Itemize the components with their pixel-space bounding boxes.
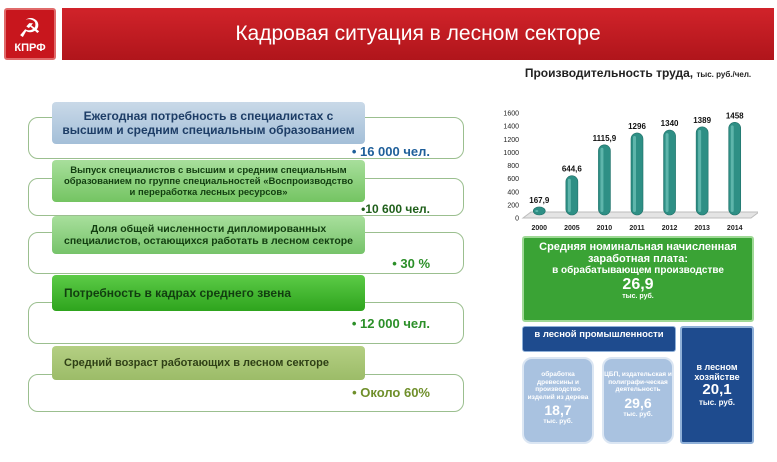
x-tick-label: 2000 (531, 225, 548, 232)
x-tick-label: 2013 (694, 225, 710, 232)
metric-value-3: • 30 % (392, 256, 430, 271)
hammer-sickle-icon: ☭ (18, 13, 42, 43)
y-tick-label: 200 (507, 202, 519, 210)
x-tick-label: 2005 (564, 225, 580, 232)
chart-title-main: Производительность труда, (524, 66, 694, 80)
bar-highlight (568, 179, 571, 212)
x-tick-label: 2011 (629, 225, 645, 232)
bar-highlight (666, 133, 669, 212)
forestry-unit: тыс. руб. (698, 398, 736, 407)
data-label-2000: 167,9 (529, 195, 550, 205)
pulp-value: 29,6 (624, 394, 652, 411)
x-tick-label: 2014 (726, 225, 743, 232)
x-tick-label: 2012 (661, 225, 678, 232)
x-tick-label: 2010 (596, 225, 613, 232)
bar-highlight (731, 125, 734, 212)
metric-label-4: Потребность в кадрах среднего звена (52, 275, 365, 311)
pulp-label: ЦБП, издательская и полиграфи-ческая деятельность (604, 371, 672, 393)
data-label-2011: 1296 (628, 121, 646, 131)
bar-highlight (535, 210, 538, 212)
metric-label-2: Выпуск специалистов с высшим и средним специальным образованием по группе специальностей «Воспроизводство и переработка лесных ресурсов» (52, 160, 365, 202)
metric-label-1: Ежегодная потребность в специалистах с высшим и средним специальным образованием (52, 102, 365, 144)
y-tick-label: 1400 (503, 123, 519, 131)
bar-2012 (664, 130, 676, 215)
bar-2011 (631, 133, 643, 215)
data-label-2010: 1115,9 (592, 133, 617, 143)
bar-2014 (729, 122, 741, 215)
chart-title (500, 66, 776, 80)
wood-value: 18,7 (544, 402, 572, 418)
wage-card-manufacturing (522, 236, 754, 322)
y-tick-label: 800 (507, 163, 519, 170)
manufacturing-value: 26,9 (622, 276, 654, 293)
forestry-label: в лесном хозяйстве (694, 362, 740, 382)
wage-title: Средняя номинальная начисленная заработная плата: (539, 241, 737, 265)
bar-2010 (598, 145, 610, 215)
metric-label-5: Средний возраст работающих в лесном секторе (52, 346, 365, 380)
y-tick-label: 1600 (503, 110, 519, 118)
metric-value-2: •10 600 чел. (361, 202, 430, 216)
data-label-2014: 1458 (725, 111, 744, 121)
y-tick-label: 1200 (503, 136, 519, 144)
header (0, 8, 777, 58)
wage-card-wood (522, 357, 594, 444)
forest-industry-header: в лесной промышленности (522, 326, 676, 352)
metric-value-4: • 12 000 чел. (351, 316, 430, 331)
labor-productivity-chart (493, 104, 758, 236)
slide-title: Кадровая ситуация в лесном секторе (62, 8, 774, 60)
data-label-2005: 644,6 (561, 164, 582, 174)
y-tick-label: 400 (507, 189, 519, 197)
metric-value-5: • Около 60% (352, 385, 430, 400)
logo-text: КПРФ (14, 42, 46, 54)
kprf-logo (4, 8, 56, 60)
bar-highlight (698, 130, 701, 212)
data-label-2012: 1340 (660, 119, 679, 129)
y-tick-label: 1000 (503, 149, 519, 157)
wood-unit: тыс. руб. (543, 418, 573, 425)
pulp-unit: тыс. руб. (623, 410, 653, 418)
bar-highlight (633, 136, 636, 212)
bar-2005 (566, 176, 578, 215)
wage-card-forestry (680, 326, 754, 444)
data-label-2013: 1389 (693, 115, 712, 125)
y-tick-label: 600 (507, 176, 519, 184)
metric-value-1: • 16 000 чел. (351, 144, 430, 159)
bar-2013 (696, 127, 708, 215)
y-tick-label: 0 (515, 215, 519, 223)
bar-2000 (533, 207, 545, 215)
manufacturing-label: в обрабатывающем производстве (552, 265, 724, 276)
forestry-value: 20,1 (702, 381, 732, 398)
wood-label: обработка древесины и производство изделий из дерева (527, 371, 589, 401)
wage-card-pulp (602, 357, 674, 444)
bar-highlight (600, 148, 603, 212)
metric-label-3: Доля общей численности дипломированных специалистов, остающихся работать в лесном секторе (52, 216, 365, 254)
chart-title-unit: тыс. руб./чел. (696, 70, 752, 79)
manufacturing-unit: тыс. руб. (622, 293, 654, 300)
